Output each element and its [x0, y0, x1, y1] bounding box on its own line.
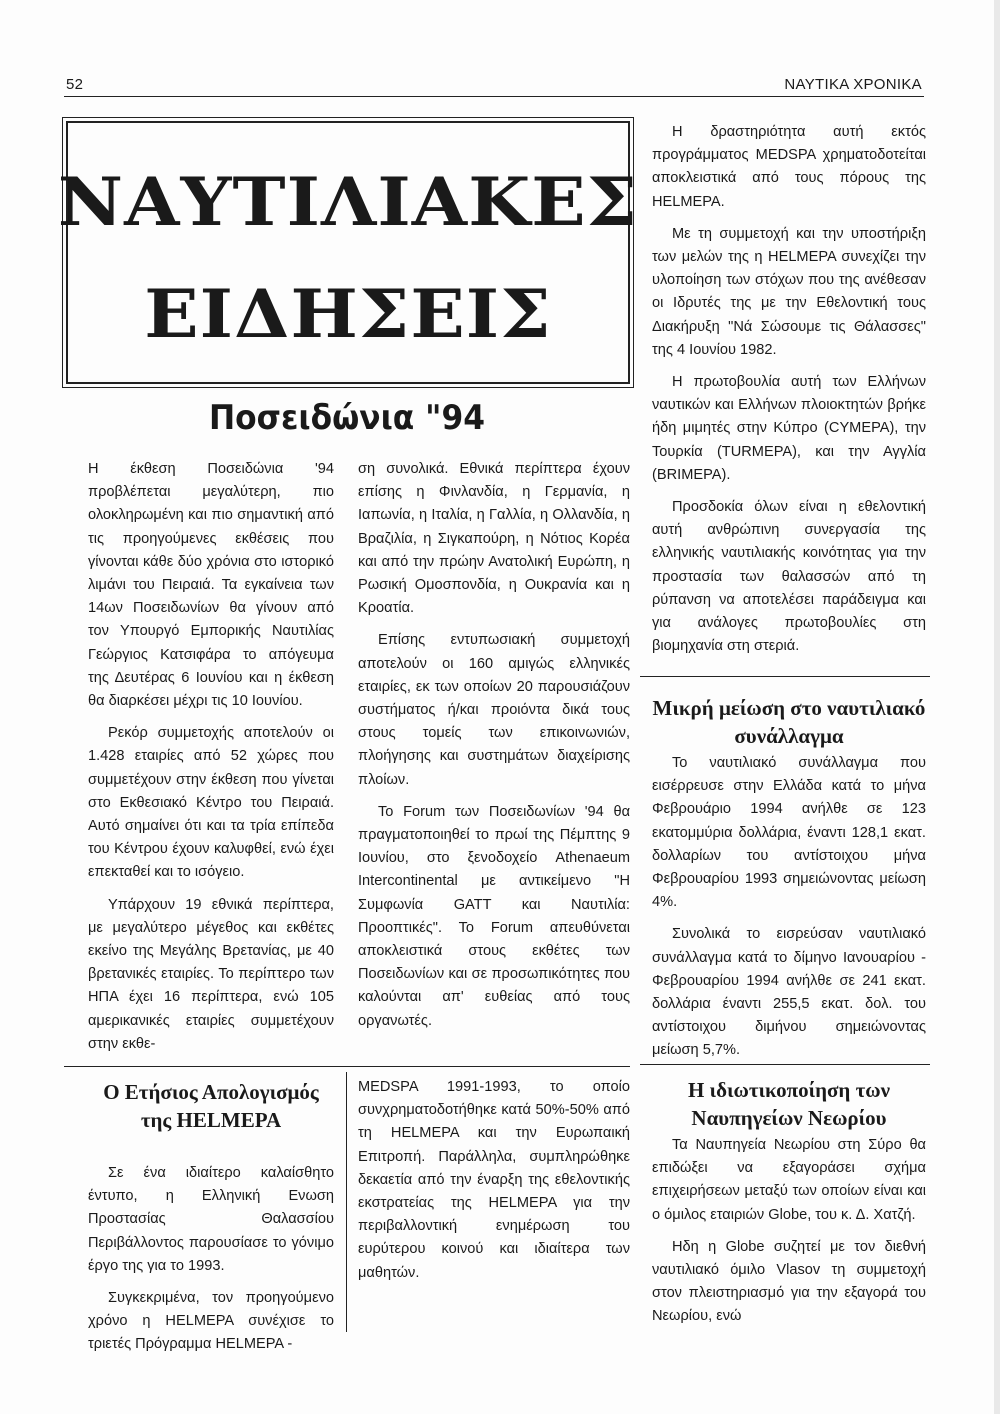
running-title: ΝΑΥΤΙΚΑ ΧΡΟΝΙΚΑ [784, 76, 922, 93]
paragraph: ση συνολικά. Εθνικά περίπτερα έχουν επίσης η Φινλανδία, η Γερμανία, η Ιαπωνία, η Ιταλία, η Γαλλία, η Ολλανδία, η Βραζιλία, η Σιγκαπούρη, η Νότιος Κορέα και από την πρώην Ανατολική Ευρώπη, η Ρωσική Ομοσπονδία, η Ουκρανία και η Κροατία. [358, 461, 630, 617]
exchange-body [652, 752, 926, 1072]
paragraph: Επίσης εντυπωσιακή συμμετοχή αποτελούν οι 160 αμιγώς ελληνικές εταιρίες, εκ των οποίων 20 παρουσιάζουν συστήματος ή/και προιόντα δικά τους στους τομείς των επικοινωνιών, πλοήγησης και συστημάτων διαχείρισης πλοίων. [358, 632, 630, 788]
paragraph: Με τη συμμετοχή και την υποστήριξη των μελών της η HELMEPA συνεχίζει την υλοποίηση των στόχων που της ανέθεσαν οι Ιδρυτές της με την Εθελοντική τους Διακήρυξη "Νά Σώσουμε τις Θάλασσες" της 4 Ιουνίου 1982. [652, 225, 926, 358]
masthead-line-1: ΝΑΥΤΙΛΙΑΚΕΣ [57, 163, 639, 241]
paragraph: Υπάρχουν 19 εθνικά περίπτερα, με μεγαλύτερο μέγεθος και εκθέτες εκείνο της Μεγάλης Βρετανίας, με 40 βρετανικές εταιρίες. Το περίπτερο των ΗΠΑ έχει 16 περίπτερα, ενώ 105 αμερικανικές εταιρίες συμμετέχουν στην εκθε- [88, 896, 334, 1052]
paragraph: Η πρωτοβουλία αυτή των Ελλήνων ναυτικών και Ελλήνων πλοιοκτητών βρήκε ήδη μιμητές στην Κύπρο (CYMEPA), την Τουρκία (TURMEPA), και την Αγγλία (BRIMEPA). [652, 374, 926, 483]
header-rule [64, 96, 924, 97]
helmepa-heading: Ο Ετήσιος Απολογισμός της HELMEPA [103, 1080, 319, 1132]
paragraph: Τα Ναυπηγεία Νεωρίου στη Σύρο θα επιδώξει να εξαγοράσει σχήμα επιχειρήσεων μεταξύ των οποίων είναι και ο όμιλος εταιριών Globe, του κ. Δ. Χατζή. [652, 1137, 926, 1223]
paragraph: Ρεκόρ συμμετοχής αποτελούν οι 1.428 εταιρίες από 52 χώρες που συμμετέχουν στην έκθεση που γίνεται στο Εκθεσιακό Κέντρο του Πειραιά. Αυτό σημαίνει ότι και τα τρία επίπεδα του Κέντρου έχουν καλυφθεί, ενώ έχει επεκταθεί και το ισόγειο. [88, 725, 334, 881]
shipyard-heading: Η ιδιωτικοποίηση των Ναυπηγείων Νεωρίου [687, 1078, 891, 1130]
paragraph: Συνολικά το εισρεύσαν ναυτιλιακό συνάλλαγμα κατά το δίμηνο Ιανουαρίου - Φεβρουαρίου 1994 ανήλθε σε 241 εκατ. δολλάρια έναντι 255,5 εκατ. δολ. του αντίστοιχου διμήνου σημειώνοντας μείωση 5,7%. [652, 926, 926, 1059]
paragraph: Προσδοκία όλων είναι η εθελοντική αυτή ανθρώπινη συνεργασία της ελληνικής ναυτιλιακής κοινότητας για την προστασία των θαλασσών από τη ρύπανση να αποτελέσει παράδειγμα και για ανάλογες πρωτοβουλίες στη βιομηχανία στη στεριά. [652, 499, 926, 655]
page-edge [994, 0, 1000, 1414]
shipyard-body [652, 1134, 926, 1338]
column-rule [640, 1064, 930, 1065]
paragraph: Συγκεκριμένα, τον προηγούμενο χρόνο η HELMEPA συνέχισε το τριετές Πρόγραμμα HELMEPA - [88, 1290, 334, 1353]
exchange-heading: Μικρή μείωση στο ναυτιλιακό συνάλλαγμα [652, 696, 926, 748]
masthead-line-2: ΕΙΔΗΣΕΙΣ [144, 275, 552, 353]
paragraph: Το ναυτιλιακό συνάλλαγμα που εισέρρευσε στην Ελλάδα κατά το μήνα Φεβρουάριο 1994 ανήλθε σε 123 εκατομμύρια δολλάρια, έναντι 128,1 εκατ. δολλαρίων του αντίστοιχου μήνα Φεβρουαρίου 1993 σημειώνοντας μείωση 4%. [652, 755, 926, 911]
paragraph: MEDSPA 1991-1993, το οποίο συνχρηματοδοτήθηκε κατά 50%-50% από τη HELMEPA και την Ευρωπαική Επιτροπή. Παράλληλα, συμπληρώθηκε δεκαετία από την έναρξη της εθελοντικής εκστρατείας της HELMEPA για την περιβαλλοντική ενημέρωση του ευρύτερου κοινού και ιδιαίτερα των μαθητών. [358, 1079, 630, 1281]
helmepa-column-2 [358, 1076, 630, 1294]
paragraph: Η έκθεση Ποσειδώνια '94 προβλέπεται μεγαλύτερη, πιο ολοκληρωμένη και πιο σημαντική από τις προηγούμενες εκθέσεις που γίνονται κάθε δύο χρόνια στο ιστορικό λιμάνι του Πειραιά. Τα εγκαίνεια των 14ων Ποσειδωνίων θα γίνουν από τον Υπουργό Εμπορικής Ναυτιλίας Γεώργιος Κατσιφάρα το απόγευμα της Δευτέρας 6 Ιουνίου και η έκθεση θα διαρκέσει μέχρι τις 10 Ιουνίου. [88, 461, 334, 710]
article-column-2 [358, 458, 630, 1042]
helmepa-column-1 [88, 1162, 334, 1366]
paragraph: Το Forum των Ποσειδωνίων '94 θα πραγματοποιηθεί το πρωί της Πέμπτης 9 Ιουνίου, στο ξενοδοχείο Athenaeum Intercontinental με αντικείμενο "Η Συμφωνία GATT και Ναυτιλία: Προοπτικές". Το Forum απευθύνεται αποκλειστικά στους εκθέτες των Ποσειδωνίων και σε προσωπικότητες που καλούνται απ' ευθείας από τους οργανωτές. [358, 803, 630, 1029]
paragraph: Η δραστηριότητα αυτή εκτός προγράμματος MEDSPA χρηματοδοτείται αποκλειστικά από τους πόρους της HELMEPA. [652, 124, 926, 210]
page-number: 52 [66, 76, 84, 93]
section-rule [64, 1066, 630, 1067]
helmepa-continuation [652, 121, 926, 667]
article-column-1 [88, 458, 334, 1065]
paragraph: Ηδη η Globe συζητεί με τον διεθνή ναυτιλιακό όμιλο Vlasov τη συμμετοχή στον πλειστηριασμό για την εξαγορά του Νεωρίου, ενώ [652, 1238, 926, 1325]
paragraph: Σε ένα ιδιαίτερο καλαίσθητο έντυπο, η Ελληνική Ενωση Προστασίας Θαλασσίου Περιβάλλοντος παρουσίασε το γόνιμο έργο της για το 1993. [88, 1165, 334, 1274]
column-divider [346, 1072, 347, 1332]
column-rule [640, 676, 930, 677]
article-title: Ποσειδώνια "94 [208, 398, 486, 438]
section-masthead [57, 121, 639, 384]
